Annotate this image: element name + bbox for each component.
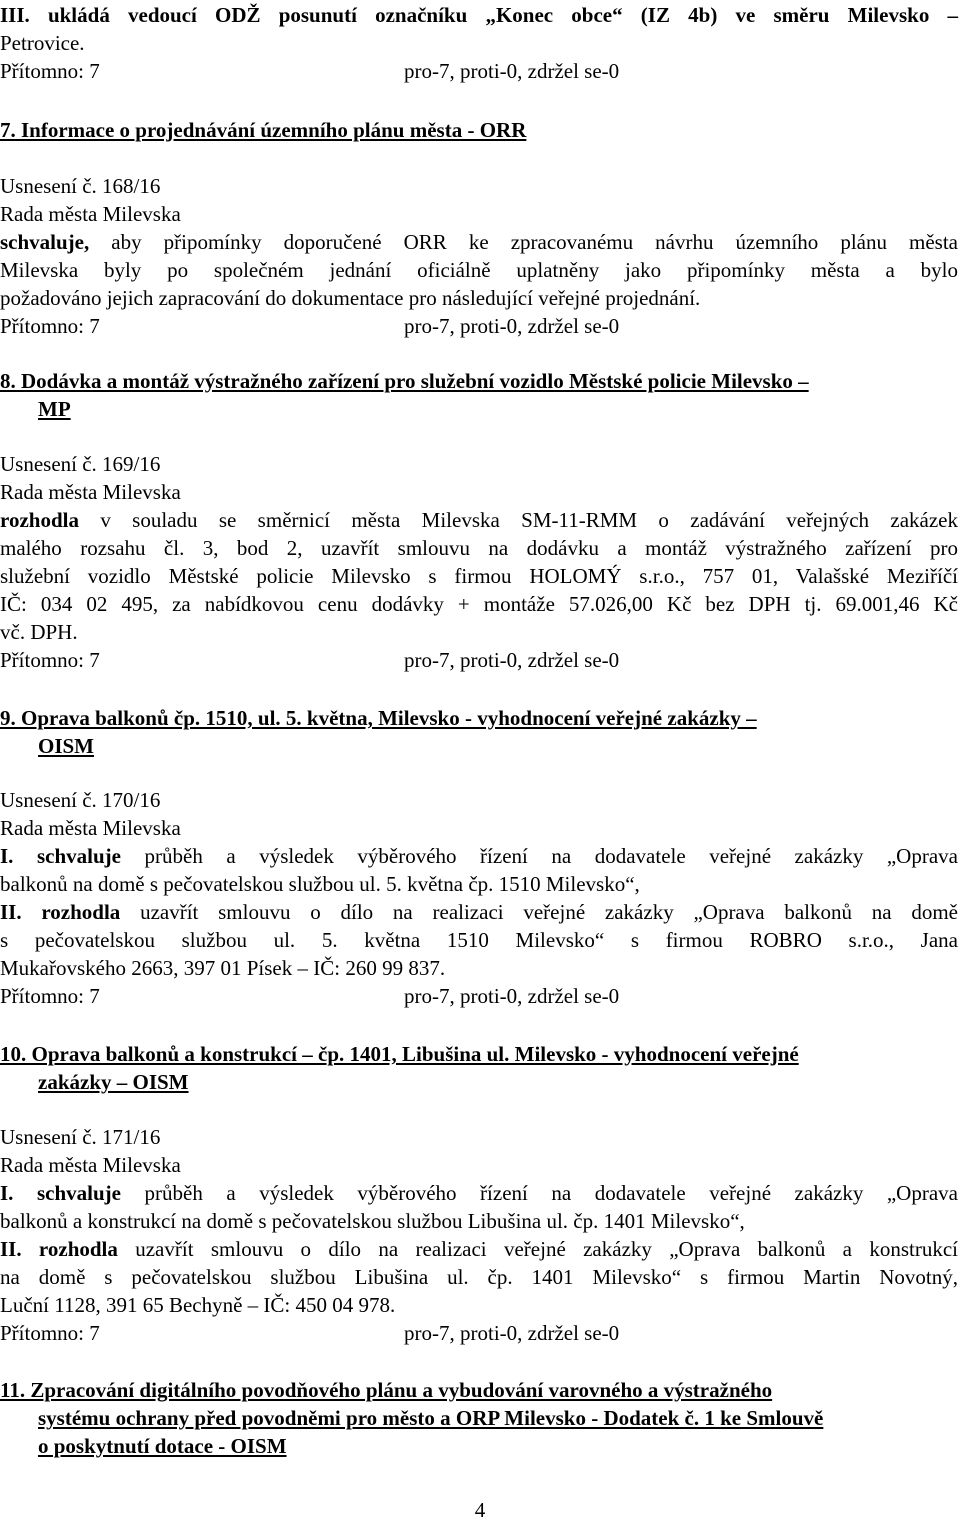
resolution-text-rest: uzavřít smlouvu o dílo na realizaci veřejné zakázky „Oprava balkonů na domě bbox=[120, 900, 958, 924]
resolution-text-rest: v souladu se směrnicí města Milevska SM-11-RMM o zadávání veřejných zakázek bbox=[78, 508, 958, 532]
vote-present: Přítomno: 7 bbox=[0, 59, 100, 83]
item-11-heading-cont: systému ochrany před povodněmi pro město a ORP Milevsko - Dodatek č. 1 ke Smlouvě bbox=[38, 1406, 824, 1430]
vote-result: pro-7, proti-0, zdržel se-0 bbox=[404, 314, 620, 338]
item-11-heading: 11. Zpracování digitálního povodňového plánu a vybudování varovného a výstražného bbox=[0, 1378, 773, 1402]
council-name: Rada města Milevska bbox=[0, 816, 181, 840]
resolution-text: IČ: 034 02 495, za nabídkovou cenu dodávky + montáže 57.026,00 Kč bez DPH tj. 69.001,46 Kč bbox=[0, 592, 958, 616]
item-8-heading-cont: MP bbox=[38, 397, 71, 421]
resolution-verb: rozhodla bbox=[0, 508, 79, 532]
vote-result: pro-7, proti-0, zdržel se-0 bbox=[404, 984, 620, 1008]
resolution-text bbox=[0, 507, 958, 533]
item-10-heading-cont: zakázky – OISM bbox=[38, 1070, 189, 1094]
item-8-heading: 8. Dodávka a montáž výstražného zařízení pro služební vozidlo Městské policie Milevsko – bbox=[0, 369, 809, 393]
vote-result: pro-7, proti-0, zdržel se-0 bbox=[404, 1321, 620, 1345]
resolution-iii-line-2: Petrovice. bbox=[0, 31, 85, 55]
resolution-verb: I. schvaluje bbox=[0, 1181, 121, 1205]
resolution-text: balkonů a konstrukcí na domě s pečovatelskou službou Libušina ul. čp. 1401 Milevsko“, bbox=[0, 1209, 745, 1233]
resolution-text: Milevska byly po společném jednání oficiálně uplatněny jako připomínky města a bylo bbox=[0, 258, 958, 282]
resolution-text: balkonů na domě s pečovatelskou službou ul. 5. května čp. 1510 Milevsko“, bbox=[0, 872, 640, 896]
page-number: 4 bbox=[474, 1498, 486, 1522]
resolution-verb: schvaluje, bbox=[0, 230, 90, 254]
resolution-text bbox=[0, 843, 958, 869]
vote-result: pro-7, proti-0, zdržel se-0 bbox=[404, 648, 620, 672]
resolution-text-rest: uzavřít smlouvu o dílo na realizaci veřejné zakázky „Oprava balkonů a konstrukcí bbox=[117, 1237, 958, 1261]
resolution-text: Luční 1128, 391 65 Bechyně – IČ: 450 04 978. bbox=[0, 1293, 396, 1317]
vote-present: Přítomno: 7 bbox=[0, 1321, 100, 1345]
resolution-text: malého rozsahu čl. 3, bod 2, uzavřít smlouvu na dodávku a montáž výstražného zařízení pro bbox=[0, 536, 958, 560]
council-name: Rada města Milevska bbox=[0, 1153, 181, 1177]
resolution-text-rest: aby připomínky doporučené ORR ke zpracovanému návrhu územního plánu města bbox=[89, 230, 958, 254]
resolution-text: požadováno jejich zapracování do dokumentace pro následující veřejné projednání. bbox=[0, 286, 701, 310]
item-11-heading-cont: o poskytnutí dotace - OISM bbox=[38, 1434, 287, 1458]
resolution-text-rest: průběh a výsledek výběrového řízení na dodavatele veřejné zakázky „Oprava bbox=[120, 844, 958, 868]
vote-present: Přítomno: 7 bbox=[0, 314, 100, 338]
resolution-text-rest: průběh a výsledek výběrového řízení na dodavatele veřejné zakázky „Oprava bbox=[120, 1181, 958, 1205]
vote-result: pro-7, proti-0, zdržel se-0 bbox=[404, 59, 620, 83]
item-7-heading: 7. Informace o projednávání územního plánu města - ORR bbox=[0, 118, 527, 142]
resolution-text bbox=[0, 899, 958, 925]
resolution-verb: II. rozhodla bbox=[0, 1237, 118, 1261]
resolution-text: Mukařovského 2663, 397 01 Písek – IČ: 260 99 837. bbox=[0, 956, 446, 980]
resolution-text: služební vozidlo Městské policie Milevsko s firmou HOLOMÝ s.r.o., 757 01, Valašské Meziříčí bbox=[0, 564, 958, 588]
resolution-number: Usnesení č. 169/16 bbox=[0, 452, 161, 476]
resolution-number: Usnesení č. 168/16 bbox=[0, 174, 161, 198]
vote-present: Přítomno: 7 bbox=[0, 648, 100, 672]
resolution-verb: I. schvaluje bbox=[0, 844, 121, 868]
item-9-heading-cont: OISM bbox=[38, 734, 95, 758]
resolution-text: na domě s pečovatelskou službou Libušina ul. čp. 1401 Milevsko“ s firmou Martin Novotný, bbox=[0, 1265, 958, 1289]
resolution-text bbox=[0, 1236, 958, 1262]
resolution-text bbox=[0, 229, 958, 255]
resolution-iii-line-1: III. ukládá vedoucí ODŽ posunutí označníku „Konec obce“ (IZ 4b) ve směru Milevsko – bbox=[0, 3, 958, 27]
resolution-verb: II. rozhodla bbox=[0, 900, 121, 924]
resolution-number: Usnesení č. 170/16 bbox=[0, 788, 161, 812]
council-name: Rada města Milevska bbox=[0, 480, 181, 504]
item-9-heading: 9. Oprava balkonů čp. 1510, ul. 5. května, Milevsko - vyhodnocení veřejné zakázky – bbox=[0, 706, 757, 730]
vote-present: Přítomno: 7 bbox=[0, 984, 100, 1008]
resolution-text bbox=[0, 1180, 958, 1206]
resolution-text: s pečovatelskou službou ul. 5. května 1510 Milevsko“ s firmou ROBRO s.r.o., Jana bbox=[0, 928, 958, 952]
resolution-text: vč. DPH. bbox=[0, 620, 78, 644]
item-10-heading: 10. Oprava balkonů a konstrukcí – čp. 1401, Libušina ul. Milevsko - vyhodnocení veřejné bbox=[0, 1042, 799, 1066]
resolution-number: Usnesení č. 171/16 bbox=[0, 1125, 161, 1149]
council-name: Rada města Milevska bbox=[0, 202, 181, 226]
